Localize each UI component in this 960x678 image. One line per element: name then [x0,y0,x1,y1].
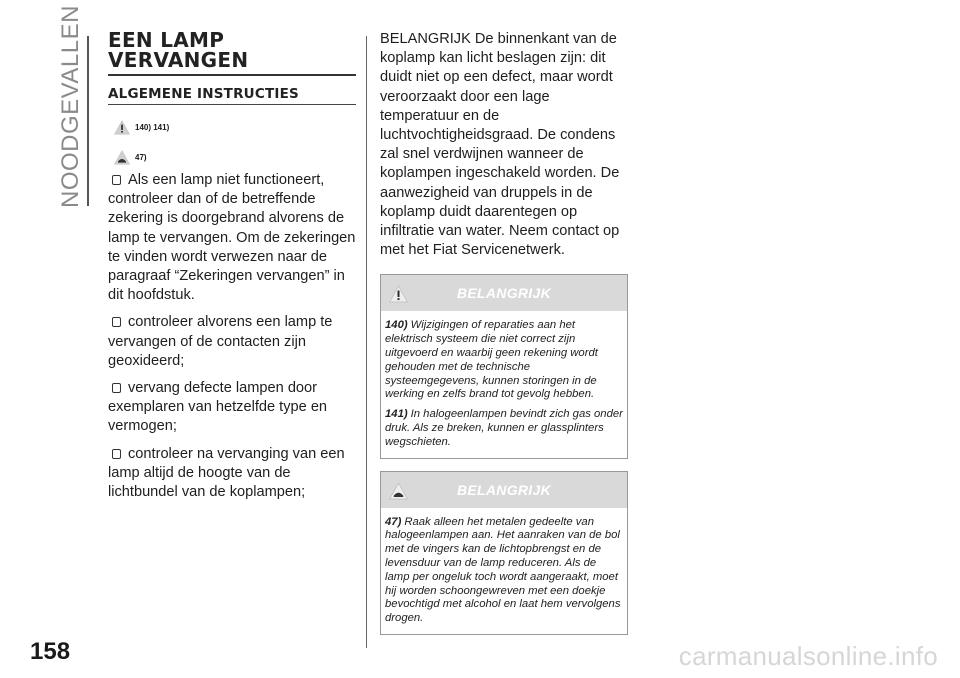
column-divider [366,36,367,648]
right-column [380,30,628,635]
attention-triangle-icon [389,482,408,500]
warning-item: 140) Wijzigingen of reparaties aan het elektrisch systeem die niet correct zijn uitgevoerd en waarbij geen rekening wordt gehouden met de technische systeemgegevens, kunnen storingen in de werking en zelfs brand tot gevolg hebben. [385,319,598,401]
warning-triangle-icon [389,285,408,303]
list-item: controleer na vervanging van een lamp altijd de hoogte van de lichtbundel van de koplampen; [108,445,345,501]
attention-ref-text: 47) [135,153,147,162]
attention-box-header [381,472,627,508]
attention-triangle-icon [114,150,130,165]
warning-triangle-icon [114,120,130,135]
warning-box-title: BELANGRIJK [456,285,551,302]
warning-box-body [381,311,627,457]
warning-item: 141) In halogeenlampen bevindt zich gas onder druk. Als ze breken, kunnen er glassplinters wegschieten. [385,408,623,448]
left-column [108,30,356,502]
section-rule [87,36,89,206]
warning-ref-text: 140) 141) [135,123,170,132]
checkbox-bullet-icon [112,175,121,185]
attention-reference [114,141,356,165]
attention-box-title: BELANGRIJK [456,481,551,498]
section-label: NOODGEVALLEN [57,5,84,208]
attention-box [380,471,628,635]
watermark: carmanualsonline.info [678,641,938,671]
title-divider [108,74,356,76]
list-item: Als een lamp niet functioneert, controleer dan of de betreffende zekering is doorgebrand alvorens de lamp te vervangen. Om de zekeringen te vinden wordt verwezen naar de paragraaf “Zekeringen vervangen” in dit hoofdstuk. [108,172,356,304]
warning-box-header [381,275,627,311]
checkbox-bullet-icon [112,383,121,393]
checkbox-bullet-icon [112,449,121,459]
list-item: controleer alvorens een lamp te vervangen of de contacten zijn geoxideerd; [108,314,333,369]
warning-reference [114,111,356,135]
warning-box [380,274,628,458]
page-number: 158 [30,638,71,665]
intro-paragraph: BELANGRIJK De binnenkant van de koplamp kan licht beslagen zijn: dit duidt niet op een defect, maar wordt veroorzaakt door een lage temperatuur en de luchtvochtigheidsgraad. De condens zal snel verdwijnen wanneer de koplampen ingeschakeld worden. De aanwezigheid van druppels in de koplamp duidt daarentegen op infiltratie van water. Neem contact op met het Fiat Servicenetwerk. [380,31,620,259]
attention-box-body [381,508,627,634]
list-item: vervang defecte lampen door exemplaren van hetzelfde type en vermogen; [108,380,328,435]
attention-item: 47) Raak alleen het metalen gedeelte van halogeenlampen aan. Het aanraken van de bol met de vingers kan de lichtopbrengst en de levensduur van de lamp reduceren. Als de lamp per ongeluk toch wordt aangeraakt, moet hij worden schoongewreven met een doekje bevochtigd met alcohol en laat hem vervolgens drogen. [385,515,621,625]
checkbox-bullet-icon [112,317,121,327]
page-title: EEN LAMP VERVANGEN [108,28,249,72]
subtitle-divider [108,104,356,105]
section-subtitle: ALGEMENE INSTRUCTIES [108,86,299,102]
